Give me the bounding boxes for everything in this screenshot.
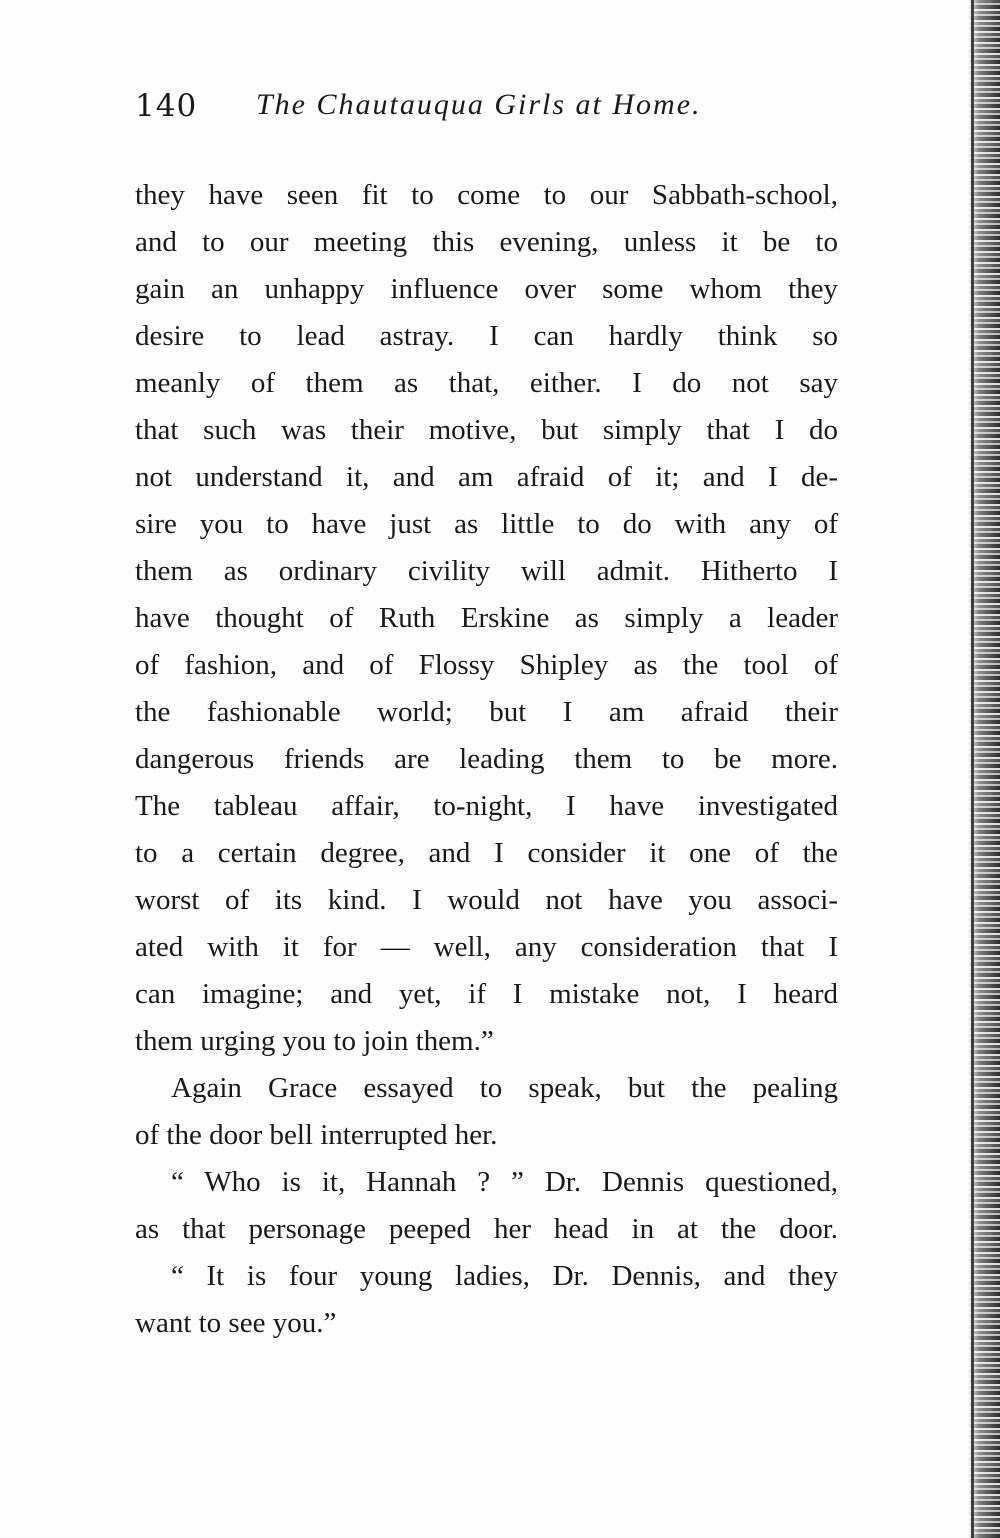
text-line: of the door bell interrupted her. bbox=[135, 1119, 498, 1151]
text-line: them urging you to join them.” bbox=[135, 1025, 494, 1057]
text-line: can imagine; and yet, if I mistake not, I heard bbox=[135, 978, 838, 1010]
text-line: gain an unhappy influence over some whom they bbox=[135, 273, 838, 305]
running-title: The Chautauqua Girls at Home. bbox=[256, 88, 702, 121]
text-line: not understand it, and am afraid of it; and I de- bbox=[135, 461, 838, 493]
text-line: they have seen fit to come to our Sabbath-school, bbox=[135, 179, 838, 211]
text-line: them as ordinary civility will admit. Hitherto I bbox=[135, 555, 838, 587]
text-line: want to see you.” bbox=[135, 1307, 337, 1339]
text-line: worst of its kind. I would not have you associ- bbox=[135, 884, 838, 916]
text-line: have thought of Ruth Erskine as simply a leader bbox=[135, 602, 838, 634]
text-line: to a certain degree, and I consider it one of the bbox=[135, 837, 838, 869]
body-text bbox=[135, 172, 838, 1347]
text-line: desire to lead astray. I can hardly think so bbox=[135, 320, 838, 352]
text-line: as that personage peeped her head in at the door. bbox=[135, 1213, 838, 1245]
paragraph bbox=[135, 1065, 838, 1159]
text-line: sire you to have just as little to do with any of bbox=[135, 508, 838, 540]
text-line: of fashion, and of Flossy Shipley as the tool of bbox=[135, 649, 838, 681]
paragraph bbox=[135, 1253, 838, 1347]
binding-edge-line bbox=[971, 0, 974, 1538]
running-header bbox=[135, 88, 835, 138]
text-line: meanly of them as that, either. I do not say bbox=[135, 367, 838, 399]
text-line: ated with it for — well, any consideration that I bbox=[135, 931, 838, 963]
text-line: “ Who is it, Hannah ? ” Dr. Dennis questioned, bbox=[171, 1166, 838, 1198]
text-line: the fashionable world; but I am afraid their bbox=[135, 696, 838, 728]
text-line: that such was their motive, but simply that I do bbox=[135, 414, 838, 446]
paragraph bbox=[135, 1159, 838, 1253]
paragraph bbox=[135, 172, 838, 1065]
text-line: The tableau affair, to-night, I have investigated bbox=[135, 790, 838, 822]
text-line: and to our meeting this evening, unless it be to bbox=[135, 226, 838, 258]
text-line: “ It is four young ladies, Dr. Dennis, and they bbox=[171, 1260, 838, 1292]
text-line: dangerous friends are leading them to be more. bbox=[135, 743, 838, 775]
text-line: Again Grace essayed to speak, but the pealing bbox=[171, 1072, 838, 1104]
page-number: 140 bbox=[135, 88, 198, 124]
